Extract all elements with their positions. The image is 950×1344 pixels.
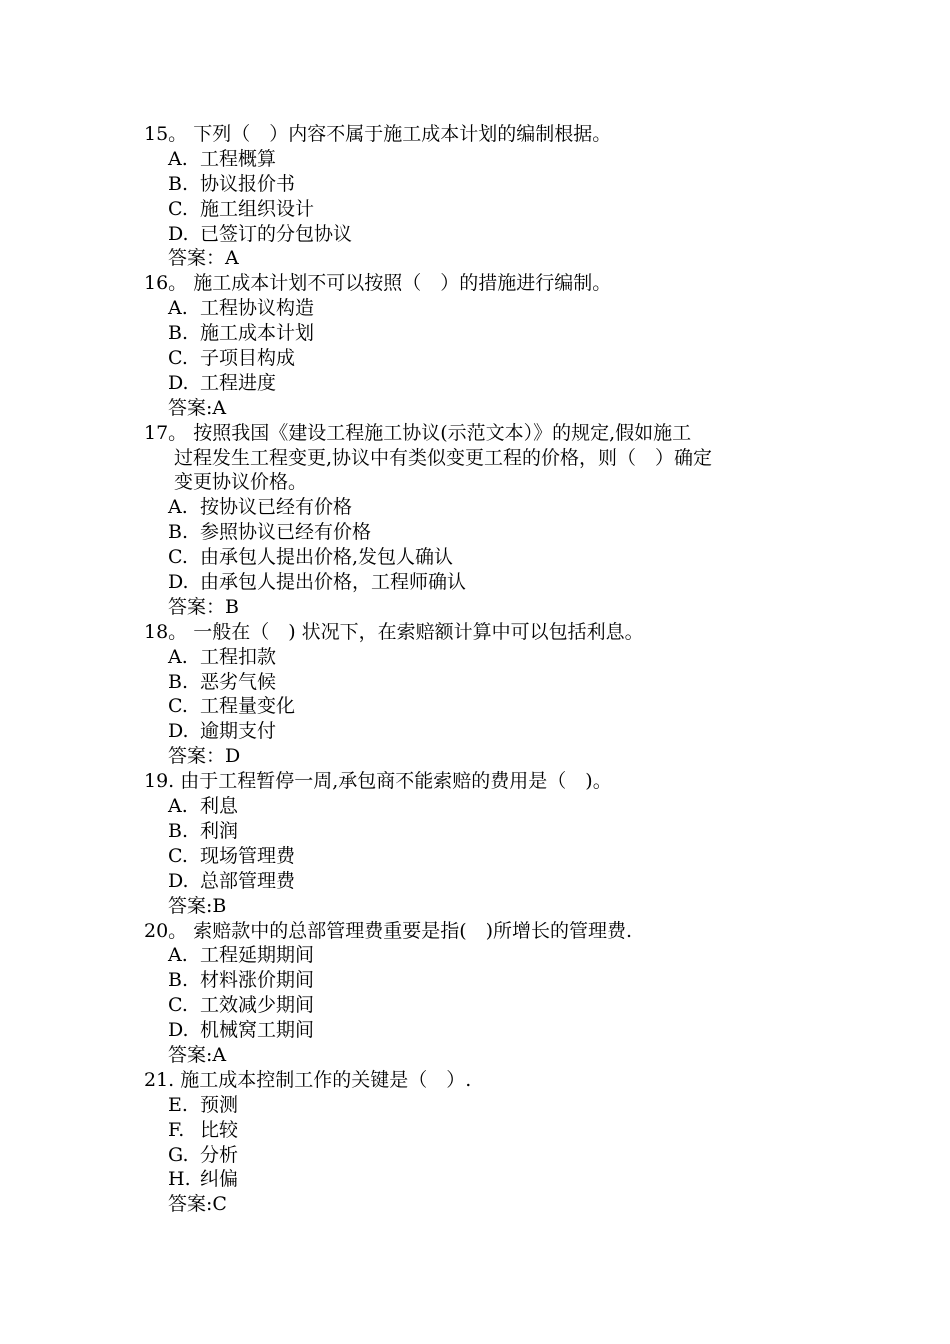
answer-key: 答案:B bbox=[168, 894, 227, 917]
answer-option bbox=[144, 321, 810, 346]
option-text: 分析 bbox=[200, 1143, 239, 1166]
option-letter: D. bbox=[168, 371, 189, 394]
answer-option bbox=[144, 1143, 810, 1168]
option-text: 机械窝工期间 bbox=[200, 1019, 315, 1042]
answer-option bbox=[144, 719, 810, 744]
answer-key: 答案:C bbox=[168, 1193, 227, 1216]
question-block bbox=[144, 421, 810, 620]
question-block bbox=[144, 769, 810, 918]
question-stem-continuation: 变更协议价格。 bbox=[174, 471, 308, 494]
answer-option bbox=[144, 197, 810, 222]
option-text: 子项目构成 bbox=[200, 347, 296, 370]
option-text: 工程协议构造 bbox=[200, 297, 315, 320]
answer-key: 答案：D bbox=[168, 745, 241, 768]
option-letter: B. bbox=[168, 819, 189, 842]
answer-key: 答案:A bbox=[168, 1043, 227, 1066]
option-text: 施工成本计划 bbox=[200, 322, 315, 345]
option-text: 工效减少期间 bbox=[200, 994, 315, 1017]
option-letter: C. bbox=[168, 197, 188, 220]
option-letter: B. bbox=[168, 172, 189, 195]
question-stem: 16。 施工成本计划不可以按照（ ）的措施进行编制。 bbox=[144, 272, 612, 295]
answer-option bbox=[144, 645, 810, 670]
option-letter: H. bbox=[168, 1168, 191, 1191]
question-stem: 18。 一般在（ ) 状况下，在索赔额计算中可以包括利息。 bbox=[144, 620, 644, 643]
option-text: 工程扣款 bbox=[200, 645, 277, 668]
answer-option bbox=[144, 545, 810, 570]
option-text: 工程量变化 bbox=[200, 695, 296, 718]
option-text: 工程延期期间 bbox=[200, 944, 315, 967]
option-letter: A. bbox=[168, 496, 188, 519]
option-letter: C. bbox=[168, 347, 188, 370]
option-letter: D. bbox=[168, 571, 189, 594]
answer-option bbox=[144, 346, 810, 371]
answer-option bbox=[144, 495, 810, 520]
option-letter: D. bbox=[168, 1019, 189, 1042]
option-letter: C. bbox=[168, 546, 188, 569]
answer-option bbox=[144, 172, 810, 197]
option-letter: A. bbox=[168, 297, 188, 320]
option-text: 由承包人提出价格，工程师确认 bbox=[200, 571, 467, 594]
answer-option bbox=[144, 794, 810, 819]
question-block bbox=[144, 919, 810, 1068]
answer-option bbox=[144, 993, 810, 1018]
answer-option bbox=[144, 968, 810, 993]
option-text: 协议报价书 bbox=[200, 172, 296, 195]
question-stem: 21. 施工成本控制工作的关键是（ ）. bbox=[144, 1068, 472, 1091]
option-text: 工程概算 bbox=[200, 147, 277, 170]
answer-key: 答案：A bbox=[168, 247, 239, 270]
option-text: 工程进度 bbox=[200, 371, 277, 394]
option-text: 逾期支付 bbox=[200, 720, 277, 743]
option-text: 施工组织设计 bbox=[200, 197, 315, 220]
option-text: 比较 bbox=[200, 1118, 239, 1141]
option-letter: F. bbox=[168, 1118, 185, 1141]
option-letter: D. bbox=[168, 869, 189, 892]
option-letter: B. bbox=[168, 670, 189, 693]
option-letter: A. bbox=[168, 147, 188, 170]
option-letter: A. bbox=[168, 645, 188, 668]
question-stem: 20。 索赔款中的总部管理费重要是指( )所增长的管理费. bbox=[144, 919, 633, 942]
option-text: 利息 bbox=[200, 795, 239, 818]
option-letter: G. bbox=[168, 1143, 189, 1166]
answer-option bbox=[144, 943, 810, 968]
question-stem: 15。 下列（ ）内容不属于施工成本计划的编制根据。 bbox=[144, 123, 612, 145]
answer-option bbox=[144, 819, 810, 844]
answer-option bbox=[144, 1018, 810, 1043]
option-letter: C. bbox=[168, 695, 188, 718]
option-text: 按协议已经有价格 bbox=[200, 496, 353, 519]
answer-option bbox=[144, 371, 810, 396]
answer-option bbox=[144, 869, 810, 894]
answer-option bbox=[144, 844, 810, 869]
option-text: 材料涨价期间 bbox=[200, 969, 315, 992]
option-letter: D. bbox=[168, 720, 189, 743]
option-text: 预测 bbox=[200, 1093, 239, 1116]
option-text: 总部管理费 bbox=[200, 869, 296, 892]
option-letter: A. bbox=[168, 795, 188, 818]
option-letter: E. bbox=[168, 1093, 188, 1116]
answer-option bbox=[144, 1093, 810, 1118]
option-text: 已签订的分包协议 bbox=[200, 222, 353, 245]
option-text: 由承包人提出价格,发包人确认 bbox=[200, 546, 454, 569]
question-stem: 17。 按照我国《建设工程施工协议(示范文本）》的规定,假如施工 bbox=[144, 421, 692, 444]
answer-option bbox=[144, 1118, 810, 1143]
question-block bbox=[144, 271, 810, 420]
question-block bbox=[144, 122, 810, 271]
option-text: 利润 bbox=[200, 819, 239, 842]
question-list bbox=[144, 122, 810, 1217]
question-stem: 19. 由于工程暂停一周,承包商不能索赔的费用是（ )。 bbox=[144, 770, 612, 793]
option-text: 参照协议已经有价格 bbox=[200, 521, 372, 544]
option-text: 纠偏 bbox=[200, 1168, 239, 1191]
option-letter: D. bbox=[168, 222, 189, 245]
answer-option bbox=[144, 296, 810, 321]
answer-option bbox=[144, 520, 810, 545]
option-letter: B. bbox=[168, 322, 189, 345]
question-stem-continuation: 过程发生工程变更,协议中有类似变更工程的价格，则（ ）确定 bbox=[174, 446, 713, 469]
answer-option bbox=[144, 147, 810, 172]
answer-key: 答案:A bbox=[168, 396, 227, 419]
option-letter: A. bbox=[168, 944, 188, 967]
option-text: 现场管理费 bbox=[200, 844, 296, 867]
question-block bbox=[144, 620, 810, 769]
answer-option bbox=[144, 222, 810, 247]
option-letter: C. bbox=[168, 994, 188, 1017]
option-letter: B. bbox=[168, 521, 189, 544]
option-text: 恶劣气候 bbox=[200, 670, 277, 693]
answer-option bbox=[144, 1167, 810, 1192]
answer-option bbox=[144, 670, 810, 695]
answer-option bbox=[144, 694, 810, 719]
answer-option bbox=[144, 570, 810, 595]
answer-key: 答案：B bbox=[168, 595, 239, 618]
option-letter: C. bbox=[168, 844, 188, 867]
question-block bbox=[144, 1068, 810, 1217]
option-letter: B. bbox=[168, 969, 189, 992]
